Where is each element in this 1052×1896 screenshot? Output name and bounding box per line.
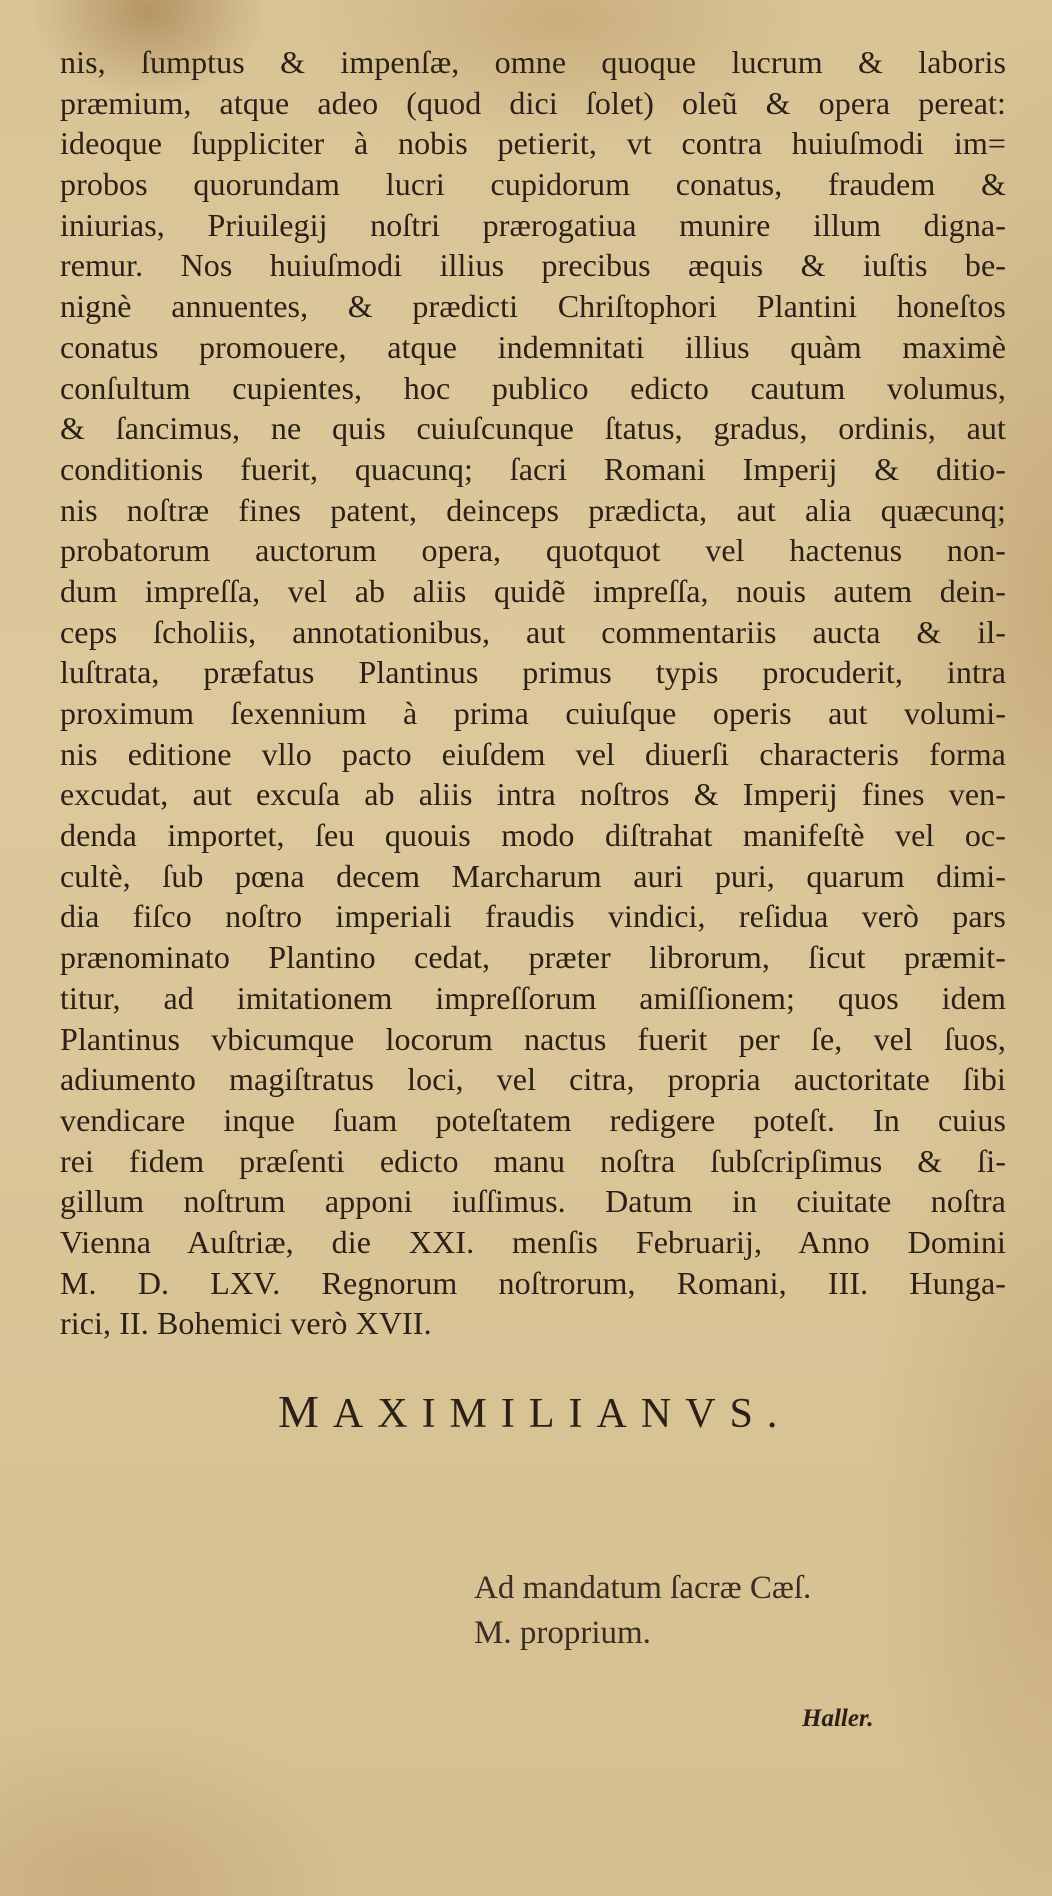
- text-line: excudat, aut excuſa ab aliis intra noſtros & Imperij fines ven-: [60, 776, 1006, 813]
- text-line: probos quorundam lucri cupidorum conatus, fraudem &: [60, 166, 1006, 203]
- text-line: nis, ſumptus & impenſæ, omne quoque lucrum & laboris: [60, 44, 1006, 80]
- text-line: denda importet, ſeu quouis modo diſtrahat manifeſtè vel oc-: [60, 817, 1006, 854]
- text-line: & ſancimus, ne quis cuiuſcunque ſtatus, gradus, ordinis, aut: [60, 410, 1006, 447]
- text-line: nis editione vllo pacto eiuſdem vel diuerſi characteris forma: [60, 735, 1006, 772]
- text-line: præmium, atque adeo (quod dici ſolet) oleũ & opera pereat:: [60, 84, 1006, 121]
- text-line: iniurias, Priuilegij noſtri prærogatiua munire illum digna-: [60, 206, 1006, 243]
- text-line: gillum noſtrum apponi iuſſimus. Datum in ciuitate noſtra: [60, 1183, 1006, 1220]
- text-line: proximum ſexennium à prima cuiuſque operis aut volumi-: [60, 695, 1006, 731]
- text-line: Plantinus vbicumque locorum nactus fuerit per ſe, vel ſuos,: [60, 1020, 1006, 1057]
- text-line: luſtrata, præfatus Plantinus primus typis procuderit, intra: [60, 654, 1006, 691]
- text-line: Vienna Auſtriæ, die XXI. menſis Februarij, Anno Domini: [60, 1223, 1006, 1260]
- text-line: dum impreſſa, vel ab aliis quidẽ impreſſa, nouis autem dein-: [60, 572, 1006, 609]
- secretary-signature: Haller.: [802, 1705, 874, 1732]
- text-line: prænominato Plantino cedat, præter librorum, ſicut præmit-: [60, 939, 1006, 976]
- signature-rest: AXIMILIANVS.: [332, 1391, 792, 1437]
- privilege-text: [60, 42, 1006, 1344]
- text-line: ceps ſcholiis, annotationibus, aut commentariis aucta & il-: [60, 613, 1006, 650]
- text-line: conditionis fuerit, quacunq; ſacri Romani Imperij & ditio-: [60, 450, 1006, 487]
- text-line: rici, II. Bohemici verò XVII.: [60, 1305, 432, 1342]
- text-line: probatorum auctorum opera, quotquot vel hactenus non-: [60, 532, 1006, 569]
- text-line: remur. Nos huiuſmodi illius precibus æquis & iuſtis be-: [60, 247, 1006, 284]
- text-line: cultè, ſub pœna decem Marcharum auri puri, quarum dimi-: [60, 857, 1006, 894]
- text-line: dia fiſco noſtro imperiali fraudis vindici, reſidua verò pars: [60, 898, 1006, 935]
- text-line: conſultum cupientes, hoc publico edicto cautum volumus,: [60, 369, 1006, 406]
- text-line: M. D. LXV. Regnorum noſtrorum, Romani, III. Hunga-: [60, 1264, 1006, 1301]
- text-line: titur, ad imitationem impreſſorum amiſſionem; quos idem: [60, 979, 1006, 1016]
- mandate-line-1: Ad mandatum ſacræ Cæſ.: [474, 1570, 812, 1606]
- text-line: adiumento magiſtratus loci, vel citra, propria auctoritate ſibi: [60, 1061, 1006, 1098]
- mandate-line-2: M. proprium.: [474, 1615, 651, 1651]
- text-line: nis noſtræ fines patent, deinceps prædicta, aut alia quæcunq;: [60, 491, 1006, 528]
- imperial-signature: [278, 1385, 791, 1438]
- text-line: vendicare inque ſuam poteſtatem redigere poteſt. In cuius: [60, 1101, 1006, 1138]
- text-line: conatus promouere, atque indemnitati illius quàm maximè: [60, 328, 1006, 365]
- text-line: ideoque ſuppliciter à nobis petierit, vt contra huiuſmodi im=: [60, 125, 1006, 162]
- text-line: nignè annuentes, & prædicti Chriſtophori Plantini honeſtos: [60, 288, 1006, 325]
- signature-initial: M: [278, 1386, 333, 1437]
- text-line: rei fidem præſenti edicto manu noſtra ſubſcripſimus & ſi-: [60, 1142, 1006, 1179]
